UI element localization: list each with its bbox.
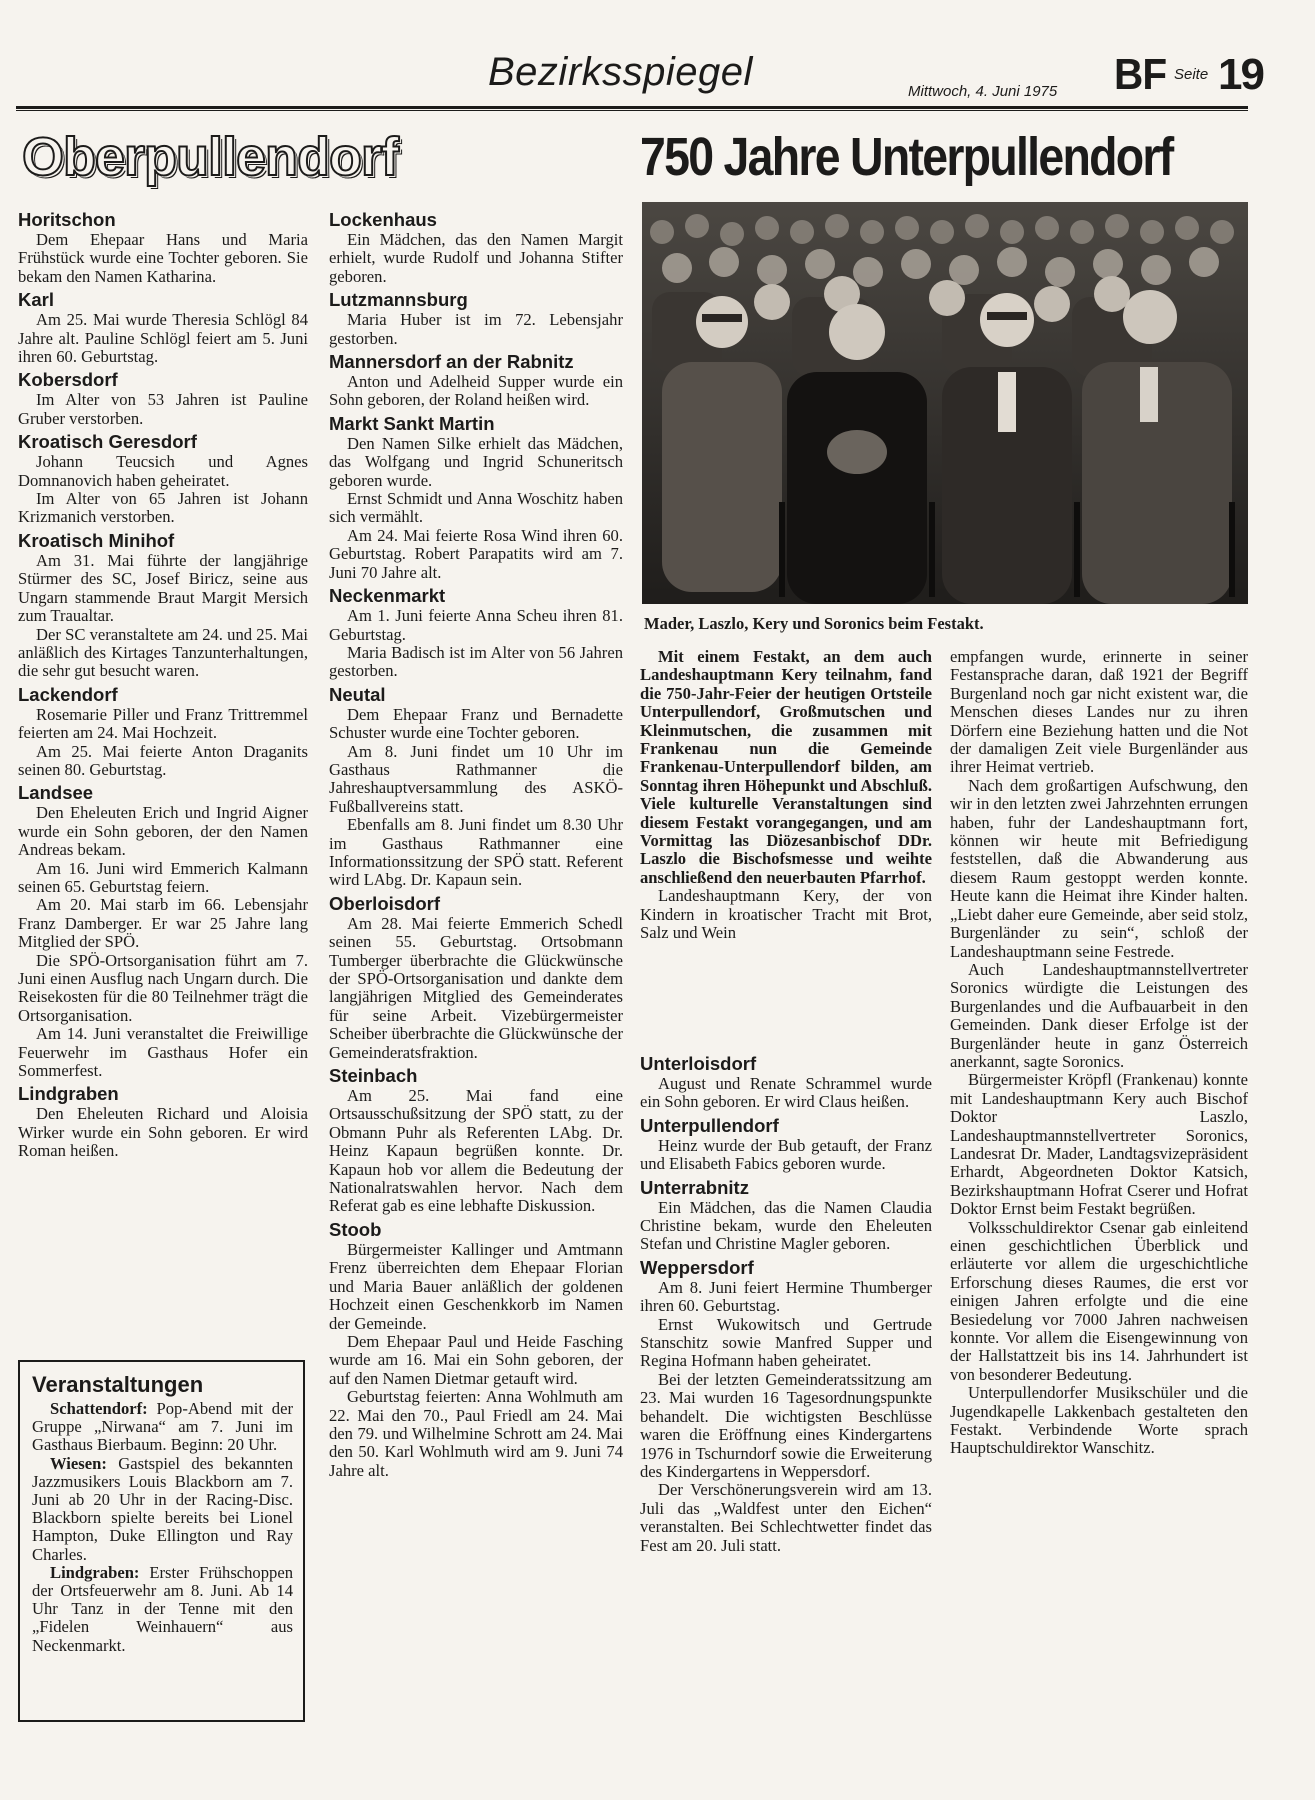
news-item [329,585,623,681]
town-heading: Steinbach [329,1065,418,1087]
news-item [18,289,308,366]
news-paragraph: Ebenfalls am 8. Juni findet um 8.30 Uhr im Gasthaus Rathmanner eine Informationssitzung der SPÖ statt. Referent wird LAbg. Dr. Kapaun sein. [329,815,623,890]
news-paragraph: Dem Ehepaar Paul und Heide Fasching wurde am 16. Mai ein Sohn geboren, der auf den Namen Dietmar getauft wird. [329,1331,623,1388]
town-heading: Weppersdorf [640,1256,754,1278]
news-paragraph: Am 8. Juni feiert Hermine Thumberger ihren 60. Geburtstag. [640,1277,932,1316]
news-paragraph: Maria Badisch ist im Alter von 56 Jahren gestorben. [329,642,623,681]
photo-caption: Mader, Laszlo, Kery und Soronics beim Festakt. [644,614,984,633]
news-paragraph: Ernst Wukowitsch und Gertrude Stanschitz sowie Manfred Supper und Regina Hofmann haben geheiratet. [640,1314,932,1371]
news-item [329,209,623,286]
news-item [329,893,623,1062]
news-paragraph: Johann Teucsich und Agnes Domnanovich haben geheiratet. [18,452,308,490]
news-item [329,351,623,410]
event-place: Lindgraben: [50,1562,140,1582]
column-local-news-3 [640,1050,932,1555]
news-paragraph: Am 25. Mai feierte Anton Draganits seinen 80. Geburtstag. [18,741,308,779]
news-item [18,369,308,428]
news-paragraph: Am 28. Mai feierte Emmerich Schedl seinen 55. Geburtstag. Ortsobmann Tumberger überbrachte die Glückwünsche der SPÖ-Ortsorganisation und dankte dem langjährigen Mitglied des Gemeinderates für seine Arbeit. Vizebürgermeister Scheiber überbrachte die Glückwünsche der Gemeinderatsfraktion. [329,913,623,1062]
article-paragraph: Auch Landeshauptmannstellvertreter Soronics würdigte die Leistungen des Burgenlandes und die Aufbauarbeit in den Gemeinden. Dank dieser Erfolge ist der Burgenländer heute in ganz Österreich anerkannt, sagte Soronics. [950,959,1248,1071]
event-text: Erster Frühschoppen der Ortsfeuerwehr am 8. Juni. Ab 14 Uhr Tanz in der Tenne mit den „Fidelen Weinhauern“ aus Neckenmarkt. [32,1562,293,1655]
news-paragraph: Bei der letzten Gemeinderatssitzung am 23. Mai wurden 16 Tagesordnungspunkte behandelt. Die wichtigsten Beschlüsse waren die Eröffnung eines Kindergartens 1976 in Tschurndorf sowie die Erweiterung des Kindergartens in Weppersdorf. [640,1369,932,1481]
town-heading: Lindgraben [18,1083,119,1105]
issue-date: Mittwoch, 4. Juni 1975 [908,83,1058,100]
news-item [640,1115,932,1174]
news-paragraph: Ernst Schmidt und Anna Woschitz haben sich vermählt. [329,489,623,527]
news-paragraph: Am 16. Juni wird Emmerich Kalmann seinen 65. Geburtstag feiern. [18,858,308,896]
news-paragraph: Am 20. Mai starb im 66. Lebensjahr Franz Damberger. Er war 25 Jahre lang Mitglied der SPÖ. [18,895,308,952]
news-item [18,209,308,286]
news-item [640,1177,932,1254]
news-item [18,782,308,1080]
event-item [32,1455,293,1564]
column-local-news-2 [329,206,623,1480]
town-heading: Landsee [18,782,94,804]
town-heading: Kroatisch Geresdorf [18,431,197,453]
page-header [16,48,1263,108]
news-item [329,289,623,348]
events-box [18,1360,305,1722]
news-paragraph: Anton und Adelheid Supper wurde ein Sohn geboren, der Roland heißen wird. [329,372,623,410]
article-paragraph: Unterpullendorfer Musikschüler und die Jugendkapelle Lakkenbach gestalteten den Festakt. Verbindende Worte sprach Hauptschuldirektor Wanschitz. [950,1383,1248,1458]
article-paragraph: Volksschuldirektor Csenar gab einleitend einen geschichtlichen Überblick und erläuterte vor allem die urgeschichtliche Erforschung dieses Raumes, die erst vor einigen Jahren erfolgte und die eine Besiedelung vor 7000 Jahren nachweisen konnte. Vor allem die Eisengewinnung von der Hallstattzeit bis ins 14. Jahrhundert ist von besonderer Bedeutung. [950,1217,1248,1384]
article-headline: 750 Jahre Unterpullendorf [640,127,1173,187]
page-number: 19 [1218,50,1263,99]
news-item [18,431,308,527]
news-item [18,530,308,681]
news-paragraph: Am 14. Juni veranstaltet die Freiwillige Feuerwehr im Gasthaus Hofer ein Sommerfest. [18,1024,308,1081]
news-paragraph: Am 25. Mai wurde Theresia Schlögl 84 Jahre alt. Pauline Schlögl feiert am 5. Juni ihren 60. Geburtstag. [18,310,308,367]
town-heading: Horitschon [18,209,116,230]
town-heading: Unterpullendorf [640,1114,779,1136]
news-paragraph: Maria Huber ist im 72. Lebensjahr gestorben. [329,310,623,348]
news-paragraph: Am 24. Mai feierte Rosa Wind ihren 60. Geburtstag. Robert Parapatits wird am 7. Juni 70 Jahre alt. [329,525,623,582]
event-item [32,1400,293,1455]
news-paragraph: Der SC veranstaltete am 24. und 25. Mai anläßlich des Kirtages Tanzunterhaltungen, die sehr gut besucht waren. [18,624,308,681]
news-paragraph: Die SPÖ-Ortsorganisation führt am 7. Juni einen Ausflug nach Ungarn durch. Die Reisekosten für die 80 Teilnehmer trägt die Ortsorganisation. [18,950,308,1025]
event-place: Wiesen: [50,1453,107,1473]
page-label: Seite [1174,66,1209,83]
town-heading: Kobersdorf [18,369,118,391]
news-paragraph: Am 8. Juni findet um 10 Uhr im Gasthaus Rathmanner die Jahreshauptversammlung des ASKÖ-Fußballvereins statt. [329,741,623,816]
town-heading: Unterrabnitz [640,1176,749,1198]
town-heading: Neutal [329,683,386,705]
newspaper-logo: BF [1114,50,1167,99]
town-heading: Lackendorf [18,683,118,705]
event-place: Schattendorf: [50,1399,148,1418]
news-item [640,1257,932,1555]
news-paragraph: Den Eheleuten Erich und Ingrid Aigner wurde ein Sohn geboren, der den Namen Andreas bekam. [18,803,308,860]
news-paragraph: August und Renate Schrammel wurde ein Sohn geboren. Er wird Claus heißen. [640,1074,932,1112]
crowd-photo-illustration [642,202,1248,604]
event-item [32,1564,293,1655]
news-item [329,1065,623,1216]
news-paragraph: Am 31. Mai führte der langjährige Stürmer des SC, Josef Biricz, seine aus Ungarn stammende Braut Margit Mersich zum Traualtar. [18,550,308,626]
festakt-photo [642,202,1248,604]
news-item [18,1083,308,1160]
news-item [640,1053,932,1112]
district-title: Oberpullendorf [22,127,398,187]
town-heading: Lockenhaus [329,209,437,230]
news-paragraph: Dem Ehepaar Franz und Bernadette Schuster wurde eine Tochter geboren. [329,704,623,743]
town-heading: Kroatisch Minihof [18,529,175,551]
article-paragraph: Nach dem großartigen Aufschwung, den wir in den letzten zwei Jahrzehnten errungen haben, fuhr der Landeshauptmann fort, können wir heute mit Befriedigung feststellen, daß die Abwanderung aus diesem Raum gestoppt werden konnte. Heute kann die Heimat ihre Kinder halten. „Liebt daher eure Gemeinde, aber seid stolz, Burgenländer zu sein“, schloß der Landeshauptmann seine Festrede. [950,775,1248,961]
news-item [18,684,308,780]
news-paragraph: Den Namen Silke erhielt das Mädchen, das Wolfgang und Ingrid Schuneritsch geboren wurde. [329,433,623,490]
events-title: Veranstaltungen [32,1372,204,1397]
news-paragraph: Den Eheleuten Richard und Aloisia Wirker wurde ein Sohn geboren. Er wird Roman heißen. [18,1104,308,1161]
news-paragraph: Der Verschönerungsverein wird am 13. Juli das „Waldfest unter den Eichen“ veranstalten. Bei Schlechtwetter findet das Fest am 20. Juli statt. [640,1480,932,1555]
section-title: Bezirksspiegel [488,50,753,94]
article-paragraph: Bürgermeister Kröpfl (Frankenau) konnte mit Landeshauptmann Kery auch Bischof Doktor Laszlo, Landeshauptmannstellvertreter Soronics, Landesrat Dr. Mader, Landtagsvizepräsident Erhardt, Abgeordneten Doktor Katsich, Bezirkshauptmann Hofrat Cserer und Hofrat Doktor Ernst beim Festakt begrüßen. [950,1070,1248,1219]
article-paragraph: Landeshauptmann Kery, der von Kindern in kroatischer Tracht mit Brot, Salz und Wein [640,886,932,943]
article-paragraph: empfangen wurde, erinnerte in seiner Festansprache daran, daß 1921 der Begriff Burgenland noch gar nicht existent war, die Menschen dieses Landes nur zu ihren Dörfern eine Beziehung hatten und die Not der damaligen Zeit viele Burgenländer aus ihrer Heimat vertrieb. [950,647,1248,777]
news-paragraph: Rosemarie Piller und Franz Trittremmel feierten am 24. Mai Hochzeit. [18,704,308,743]
news-paragraph: Im Alter von 65 Jahren ist Johann Krizmanich verstorben. [18,489,308,527]
town-heading: Neckenmarkt [329,585,446,607]
header-rule [16,106,1248,109]
lead-article [640,648,932,943]
town-heading: Mannersdorf an der Rabnitz [329,351,574,373]
news-item [329,1219,623,1480]
news-paragraph: Am 1. Juni feierte Anna Scheu ihren 81. Geburtstag. [329,606,623,644]
news-paragraph: Geburtstag feierten: Anna Wohlmuth am 22. Mai den 70., Paul Friedl am 24. Mai den 79. und Wilhelmine Schrott am 24. Mai den 50. Karl Wohlmuth wird am 9. Juni 74 Jahre alt. [329,1387,623,1480]
event-text: Gastspiel des bekannten Jazzmusikers Louis Blackborn am 7. Juni ab 20 Uhr in der Racing-Disc. Blackborn spielte bereits bei Lionel Hampton, Duke Ellington und Ray Charles. [32,1453,293,1564]
event-text: Pop-Abend mit der Gruppe „Nirwana“ am 7. Juni im Gasthaus Bierbaum. Beginn: 20 Uhr. [32,1399,293,1455]
lead-paragraph: Mit einem Festakt, an dem auch Landeshauptmann Kery teilnahm, fand die 750-Jahr-Feier der heutigen Ortsteile Unterpullendorf, Großmutschen und Kleinmutschen, die zusammen mit Frankenau nun die Gemeinde Frankenau-Unterpullendorf bilden, am Sonntag ihren Höhepunkt und Abschluß. Viele kulturelle Veranstaltungen sind diesem Festakt vorangegangen, und am Vormittag las Diözesanbischof DDr. Laszlo die Bischofsmesse und weihte anschließend den neuerbauten Pfarrhof. [640,647,932,887]
town-heading: Lutzmannsburg [329,289,468,311]
news-paragraph: Dem Ehepaar Hans und Maria Frühstück wurde eine Tochter geboren. Sie bekam den Namen Katharina. [18,230,308,286]
news-paragraph: Im Alter von 53 Jahren ist Pauline Gruber verstorben. [18,390,308,428]
town-heading: Karl [18,289,54,311]
town-heading: Markt Sankt Martin [329,412,495,434]
news-paragraph: Am 25. Mai fand eine Ortsausschußsitzung der SPÖ statt, zu der Obmann Puhr als Referenten LAbg. Dr. Heinz Kapaun begrüßen konnte. Dr. Kapaun hob vor allem die Bedeutung der Nationalratswahlen hervor. Nach dem Referat gab es eine lebhafte Diskussion. [329,1086,623,1216]
news-paragraph: Ein Mädchen, das den Namen Margit erhielt, wurde Rudolf und Johanna Stifter geboren. [329,230,623,286]
column-local-news-1 [18,206,308,1161]
news-paragraph: Ein Mädchen, das die Namen Claudia Christine bekam, wurde den Eheleuten Stefan und Christine Magler geboren. [640,1197,932,1254]
news-item [329,684,623,890]
town-heading: Unterloisdorf [640,1053,757,1074]
town-heading: Stoob [329,1218,382,1240]
article-continuation [950,648,1248,1458]
header-rule-thin [16,110,1248,111]
news-item [329,413,623,582]
town-heading: Oberloisdorf [329,892,441,914]
news-paragraph: Bürgermeister Kallinger und Amtmann Frenz überreichten dem Ehepaar Florian und Maria Bauer anläßlich der goldenen Hochzeit einen Geschenkkorb im Namen der Gemeinde. [329,1239,623,1333]
news-paragraph: Heinz wurde der Bub getauft, der Franz und Elisabeth Fabics geboren wurde. [640,1135,932,1174]
events-list [32,1400,293,1655]
